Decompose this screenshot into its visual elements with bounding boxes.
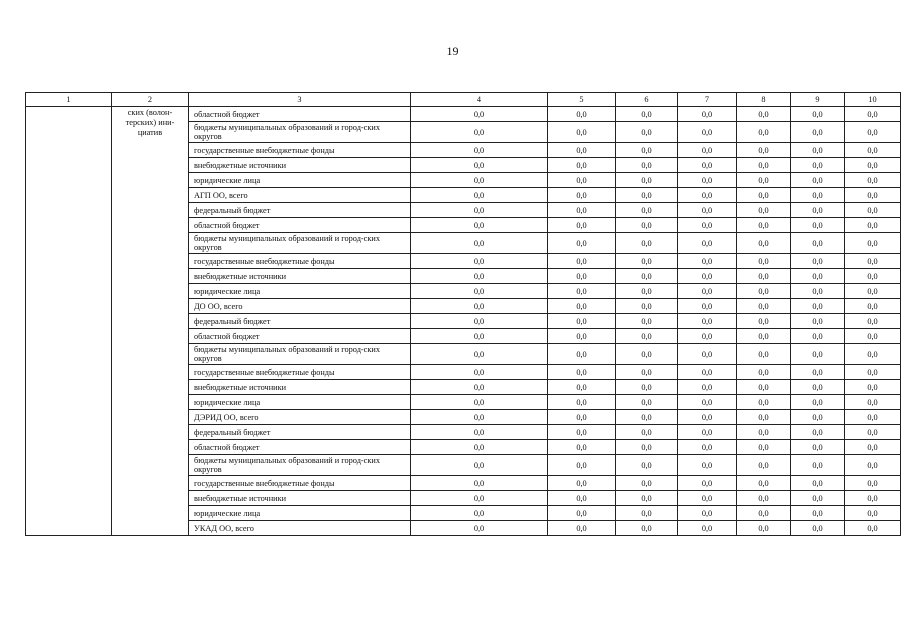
column-header-2: 2 — [112, 93, 189, 107]
value-cell: 0,0 — [411, 476, 548, 491]
value-cell: 0,0 — [678, 233, 737, 254]
value-cell: 0,0 — [678, 395, 737, 410]
value-cell: 0,0 — [616, 440, 678, 455]
value-cell: 0,0 — [845, 254, 901, 269]
value-cell: 0,0 — [411, 284, 548, 299]
value-cell: 0,0 — [616, 491, 678, 506]
value-cell: 0,0 — [678, 269, 737, 284]
table-row — [26, 107, 901, 122]
funding-source-cell: УКАД ОО, всего — [189, 521, 411, 536]
value-cell: 0,0 — [845, 455, 901, 476]
value-cell: 0,0 — [616, 314, 678, 329]
value-cell: 0,0 — [737, 455, 791, 476]
value-cell: 0,0 — [845, 380, 901, 395]
funding-source-cell: бюджеты муниципальных образований и город-ских округов — [189, 344, 411, 365]
value-cell: 0,0 — [678, 188, 737, 203]
funding-source-cell: областной бюджет — [189, 329, 411, 344]
value-cell: 0,0 — [791, 440, 845, 455]
value-cell: 0,0 — [737, 254, 791, 269]
value-cell: 0,0 — [548, 284, 616, 299]
funding-source-cell: внебюджетные источники — [189, 269, 411, 284]
value-cell: 0,0 — [845, 173, 901, 188]
funding-source-cell: бюджеты муниципальных образований и город-ских округов — [189, 122, 411, 143]
value-cell: 0,0 — [845, 158, 901, 173]
value-cell: 0,0 — [791, 299, 845, 314]
funding-source-cell: бюджеты муниципальных образований и город-ских округов — [189, 233, 411, 254]
value-cell: 0,0 — [548, 506, 616, 521]
value-cell: 0,0 — [737, 365, 791, 380]
value-cell: 0,0 — [548, 410, 616, 425]
value-cell: 0,0 — [845, 284, 901, 299]
budget-table — [25, 92, 901, 536]
value-cell: 0,0 — [411, 344, 548, 365]
value-cell: 0,0 — [737, 491, 791, 506]
value-cell: 0,0 — [791, 188, 845, 203]
value-cell: 0,0 — [737, 203, 791, 218]
value-cell: 0,0 — [616, 143, 678, 158]
value-cell: 0,0 — [678, 122, 737, 143]
value-cell: 0,0 — [616, 107, 678, 122]
column-header-3: 3 — [189, 93, 411, 107]
value-cell: 0,0 — [411, 269, 548, 284]
funding-source-cell: государственные внебюджетные фонды — [189, 476, 411, 491]
column-header-10: 10 — [845, 93, 901, 107]
value-cell: 0,0 — [791, 329, 845, 344]
page-number: 19 — [446, 44, 459, 58]
value-cell: 0,0 — [548, 122, 616, 143]
value-cell: 0,0 — [411, 455, 548, 476]
value-cell: 0,0 — [845, 122, 901, 143]
value-cell: 0,0 — [678, 380, 737, 395]
funding-source-cell: государственные внебюджетные фонды — [189, 143, 411, 158]
value-cell: 0,0 — [616, 425, 678, 440]
value-cell: 0,0 — [845, 521, 901, 536]
value-cell: 0,0 — [548, 521, 616, 536]
value-cell: 0,0 — [548, 380, 616, 395]
funding-source-cell: государственные внебюджетные фонды — [189, 254, 411, 269]
value-cell: 0,0 — [791, 506, 845, 521]
value-cell: 0,0 — [737, 506, 791, 521]
value-cell: 0,0 — [411, 203, 548, 218]
value-cell: 0,0 — [411, 365, 548, 380]
funding-source-cell: ДО ОО, всего — [189, 299, 411, 314]
value-cell: 0,0 — [845, 425, 901, 440]
column-header-1: 1 — [26, 93, 112, 107]
value-cell: 0,0 — [548, 107, 616, 122]
value-cell: 0,0 — [791, 269, 845, 284]
value-cell: 0,0 — [548, 269, 616, 284]
value-cell: 0,0 — [548, 233, 616, 254]
value-cell: 0,0 — [548, 314, 616, 329]
value-cell: 0,0 — [791, 410, 845, 425]
funding-source-cell: федеральный бюджет — [189, 425, 411, 440]
value-cell: 0,0 — [845, 107, 901, 122]
value-cell: 0,0 — [791, 107, 845, 122]
value-cell: 0,0 — [548, 440, 616, 455]
value-cell: 0,0 — [411, 410, 548, 425]
value-cell: 0,0 — [791, 476, 845, 491]
value-cell: 0,0 — [678, 410, 737, 425]
value-cell: 0,0 — [411, 329, 548, 344]
value-cell: 0,0 — [616, 329, 678, 344]
value-cell: 0,0 — [737, 440, 791, 455]
value-cell: 0,0 — [845, 188, 901, 203]
value-cell: 0,0 — [845, 329, 901, 344]
value-cell: 0,0 — [548, 365, 616, 380]
value-cell: 0,0 — [616, 284, 678, 299]
value-cell: 0,0 — [616, 158, 678, 173]
value-cell: 0,0 — [791, 143, 845, 158]
value-cell: 0,0 — [791, 491, 845, 506]
value-cell: 0,0 — [548, 299, 616, 314]
value-cell: 0,0 — [616, 344, 678, 365]
table-header-row — [26, 93, 901, 107]
value-cell: 0,0 — [411, 395, 548, 410]
value-cell: 0,0 — [678, 254, 737, 269]
value-cell: 0,0 — [411, 158, 548, 173]
value-cell: 0,0 — [616, 476, 678, 491]
value-cell: 0,0 — [791, 284, 845, 299]
value-cell: 0,0 — [845, 365, 901, 380]
funding-source-cell: областной бюджет — [189, 440, 411, 455]
column-header-8: 8 — [737, 93, 791, 107]
value-cell: 0,0 — [548, 203, 616, 218]
funding-source-cell: юридические лица — [189, 284, 411, 299]
column-header-4: 4 — [411, 93, 548, 107]
value-cell: 0,0 — [411, 440, 548, 455]
value-cell: 0,0 — [678, 158, 737, 173]
value-cell: 0,0 — [548, 395, 616, 410]
value-cell: 0,0 — [678, 143, 737, 158]
value-cell: 0,0 — [791, 218, 845, 233]
value-cell: 0,0 — [411, 173, 548, 188]
value-cell: 0,0 — [791, 173, 845, 188]
column-header-7: 7 — [678, 93, 737, 107]
value-cell: 0,0 — [678, 425, 737, 440]
funding-source-cell: федеральный бюджет — [189, 314, 411, 329]
value-cell: 0,0 — [737, 188, 791, 203]
funding-source-cell: государственные внебюджетные фонды — [189, 365, 411, 380]
value-cell: 0,0 — [791, 203, 845, 218]
value-cell: 0,0 — [616, 299, 678, 314]
value-cell: 0,0 — [548, 491, 616, 506]
value-cell: 0,0 — [548, 254, 616, 269]
value-cell: 0,0 — [411, 107, 548, 122]
value-cell: 0,0 — [411, 122, 548, 143]
value-cell: 0,0 — [548, 344, 616, 365]
value-cell: 0,0 — [845, 143, 901, 158]
value-cell: 0,0 — [616, 410, 678, 425]
value-cell: 0,0 — [737, 284, 791, 299]
value-cell: 0,0 — [678, 314, 737, 329]
value-cell: 0,0 — [616, 203, 678, 218]
funding-source-cell: внебюджетные источники — [189, 491, 411, 506]
value-cell: 0,0 — [411, 188, 548, 203]
value-cell: 0,0 — [411, 233, 548, 254]
value-cell: 0,0 — [791, 314, 845, 329]
value-cell: 0,0 — [411, 380, 548, 395]
value-cell: 0,0 — [678, 344, 737, 365]
value-cell: 0,0 — [616, 365, 678, 380]
value-cell: 0,0 — [678, 329, 737, 344]
value-cell: 0,0 — [737, 299, 791, 314]
value-cell: 0,0 — [678, 506, 737, 521]
value-cell: 0,0 — [548, 173, 616, 188]
value-cell: 0,0 — [678, 203, 737, 218]
value-cell: 0,0 — [845, 203, 901, 218]
value-cell: 0,0 — [678, 365, 737, 380]
value-cell: 0,0 — [791, 521, 845, 536]
funding-source-cell: юридические лица — [189, 506, 411, 521]
funding-source-cell: федеральный бюджет — [189, 203, 411, 218]
value-cell: 0,0 — [845, 476, 901, 491]
value-cell: 0,0 — [737, 269, 791, 284]
value-cell: 0,0 — [678, 491, 737, 506]
value-cell: 0,0 — [678, 284, 737, 299]
table-body — [26, 107, 901, 536]
value-cell: 0,0 — [616, 269, 678, 284]
value-cell: 0,0 — [616, 254, 678, 269]
value-cell: 0,0 — [845, 395, 901, 410]
value-cell: 0,0 — [737, 344, 791, 365]
value-cell: 0,0 — [737, 410, 791, 425]
value-cell: 0,0 — [845, 218, 901, 233]
value-cell: 0,0 — [737, 425, 791, 440]
funding-source-cell: АГП ОО, всего — [189, 188, 411, 203]
value-cell: 0,0 — [737, 233, 791, 254]
funding-source-cell: областной бюджет — [189, 218, 411, 233]
value-cell: 0,0 — [737, 158, 791, 173]
column-header-5: 5 — [548, 93, 616, 107]
value-cell: 0,0 — [678, 476, 737, 491]
value-cell: 0,0 — [678, 107, 737, 122]
value-cell: 0,0 — [791, 233, 845, 254]
value-cell: 0,0 — [616, 233, 678, 254]
value-cell: 0,0 — [678, 218, 737, 233]
value-cell: 0,0 — [845, 506, 901, 521]
value-cell: 0,0 — [411, 299, 548, 314]
value-cell: 0,0 — [791, 365, 845, 380]
value-cell: 0,0 — [737, 173, 791, 188]
value-cell: 0,0 — [791, 455, 845, 476]
value-cell: 0,0 — [548, 425, 616, 440]
value-cell: 0,0 — [845, 440, 901, 455]
value-cell: 0,0 — [737, 314, 791, 329]
value-cell: 0,0 — [678, 455, 737, 476]
value-cell: 0,0 — [845, 233, 901, 254]
value-cell: 0,0 — [791, 158, 845, 173]
column-header-9: 9 — [791, 93, 845, 107]
funding-source-cell: внебюджетные источники — [189, 380, 411, 395]
value-cell: 0,0 — [411, 218, 548, 233]
value-cell: 0,0 — [411, 143, 548, 158]
value-cell: 0,0 — [845, 299, 901, 314]
value-cell: 0,0 — [548, 329, 616, 344]
value-cell: 0,0 — [616, 506, 678, 521]
value-cell: 0,0 — [678, 299, 737, 314]
column-1-cell — [26, 107, 112, 536]
value-cell: 0,0 — [791, 425, 845, 440]
value-cell: 0,0 — [548, 188, 616, 203]
funding-source-cell: бюджеты муниципальных образований и город-ских округов — [189, 455, 411, 476]
value-cell: 0,0 — [548, 476, 616, 491]
value-cell: 0,0 — [737, 521, 791, 536]
value-cell: 0,0 — [791, 395, 845, 410]
value-cell: 0,0 — [616, 521, 678, 536]
value-cell: 0,0 — [616, 173, 678, 188]
value-cell: 0,0 — [791, 254, 845, 269]
value-cell: 0,0 — [411, 254, 548, 269]
value-cell: 0,0 — [678, 173, 737, 188]
value-cell: 0,0 — [616, 188, 678, 203]
value-cell: 0,0 — [616, 395, 678, 410]
value-cell: 0,0 — [548, 455, 616, 476]
value-cell: 0,0 — [845, 269, 901, 284]
funding-source-cell: внебюджетные источники — [189, 158, 411, 173]
value-cell: 0,0 — [791, 380, 845, 395]
value-cell: 0,0 — [548, 143, 616, 158]
value-cell: 0,0 — [845, 314, 901, 329]
value-cell: 0,0 — [737, 476, 791, 491]
value-cell: 0,0 — [845, 491, 901, 506]
value-cell: 0,0 — [845, 344, 901, 365]
value-cell: 0,0 — [616, 122, 678, 143]
value-cell: 0,0 — [411, 491, 548, 506]
funding-source-cell: юридические лица — [189, 173, 411, 188]
value-cell: 0,0 — [411, 314, 548, 329]
value-cell: 0,0 — [737, 380, 791, 395]
value-cell: 0,0 — [791, 344, 845, 365]
value-cell: 0,0 — [548, 218, 616, 233]
value-cell: 0,0 — [678, 440, 737, 455]
value-cell: 0,0 — [791, 122, 845, 143]
value-cell: 0,0 — [548, 158, 616, 173]
value-cell: 0,0 — [616, 218, 678, 233]
value-cell: 0,0 — [616, 380, 678, 395]
value-cell: 0,0 — [737, 143, 791, 158]
value-cell: 0,0 — [737, 107, 791, 122]
column-header-6: 6 — [616, 93, 678, 107]
value-cell: 0,0 — [737, 329, 791, 344]
funding-source-cell: юридические лица — [189, 395, 411, 410]
value-cell: 0,0 — [737, 218, 791, 233]
value-cell: 0,0 — [411, 506, 548, 521]
value-cell: 0,0 — [845, 410, 901, 425]
value-cell: 0,0 — [411, 521, 548, 536]
funding-source-cell: ДЭРИД ОО, всего — [189, 410, 411, 425]
funding-source-cell: областной бюджет — [189, 107, 411, 122]
event-name-cell: ских (волон-терских) ини-циатив — [112, 107, 189, 536]
value-cell: 0,0 — [616, 455, 678, 476]
value-cell: 0,0 — [737, 122, 791, 143]
value-cell: 0,0 — [411, 425, 548, 440]
value-cell: 0,0 — [678, 521, 737, 536]
value-cell: 0,0 — [737, 395, 791, 410]
